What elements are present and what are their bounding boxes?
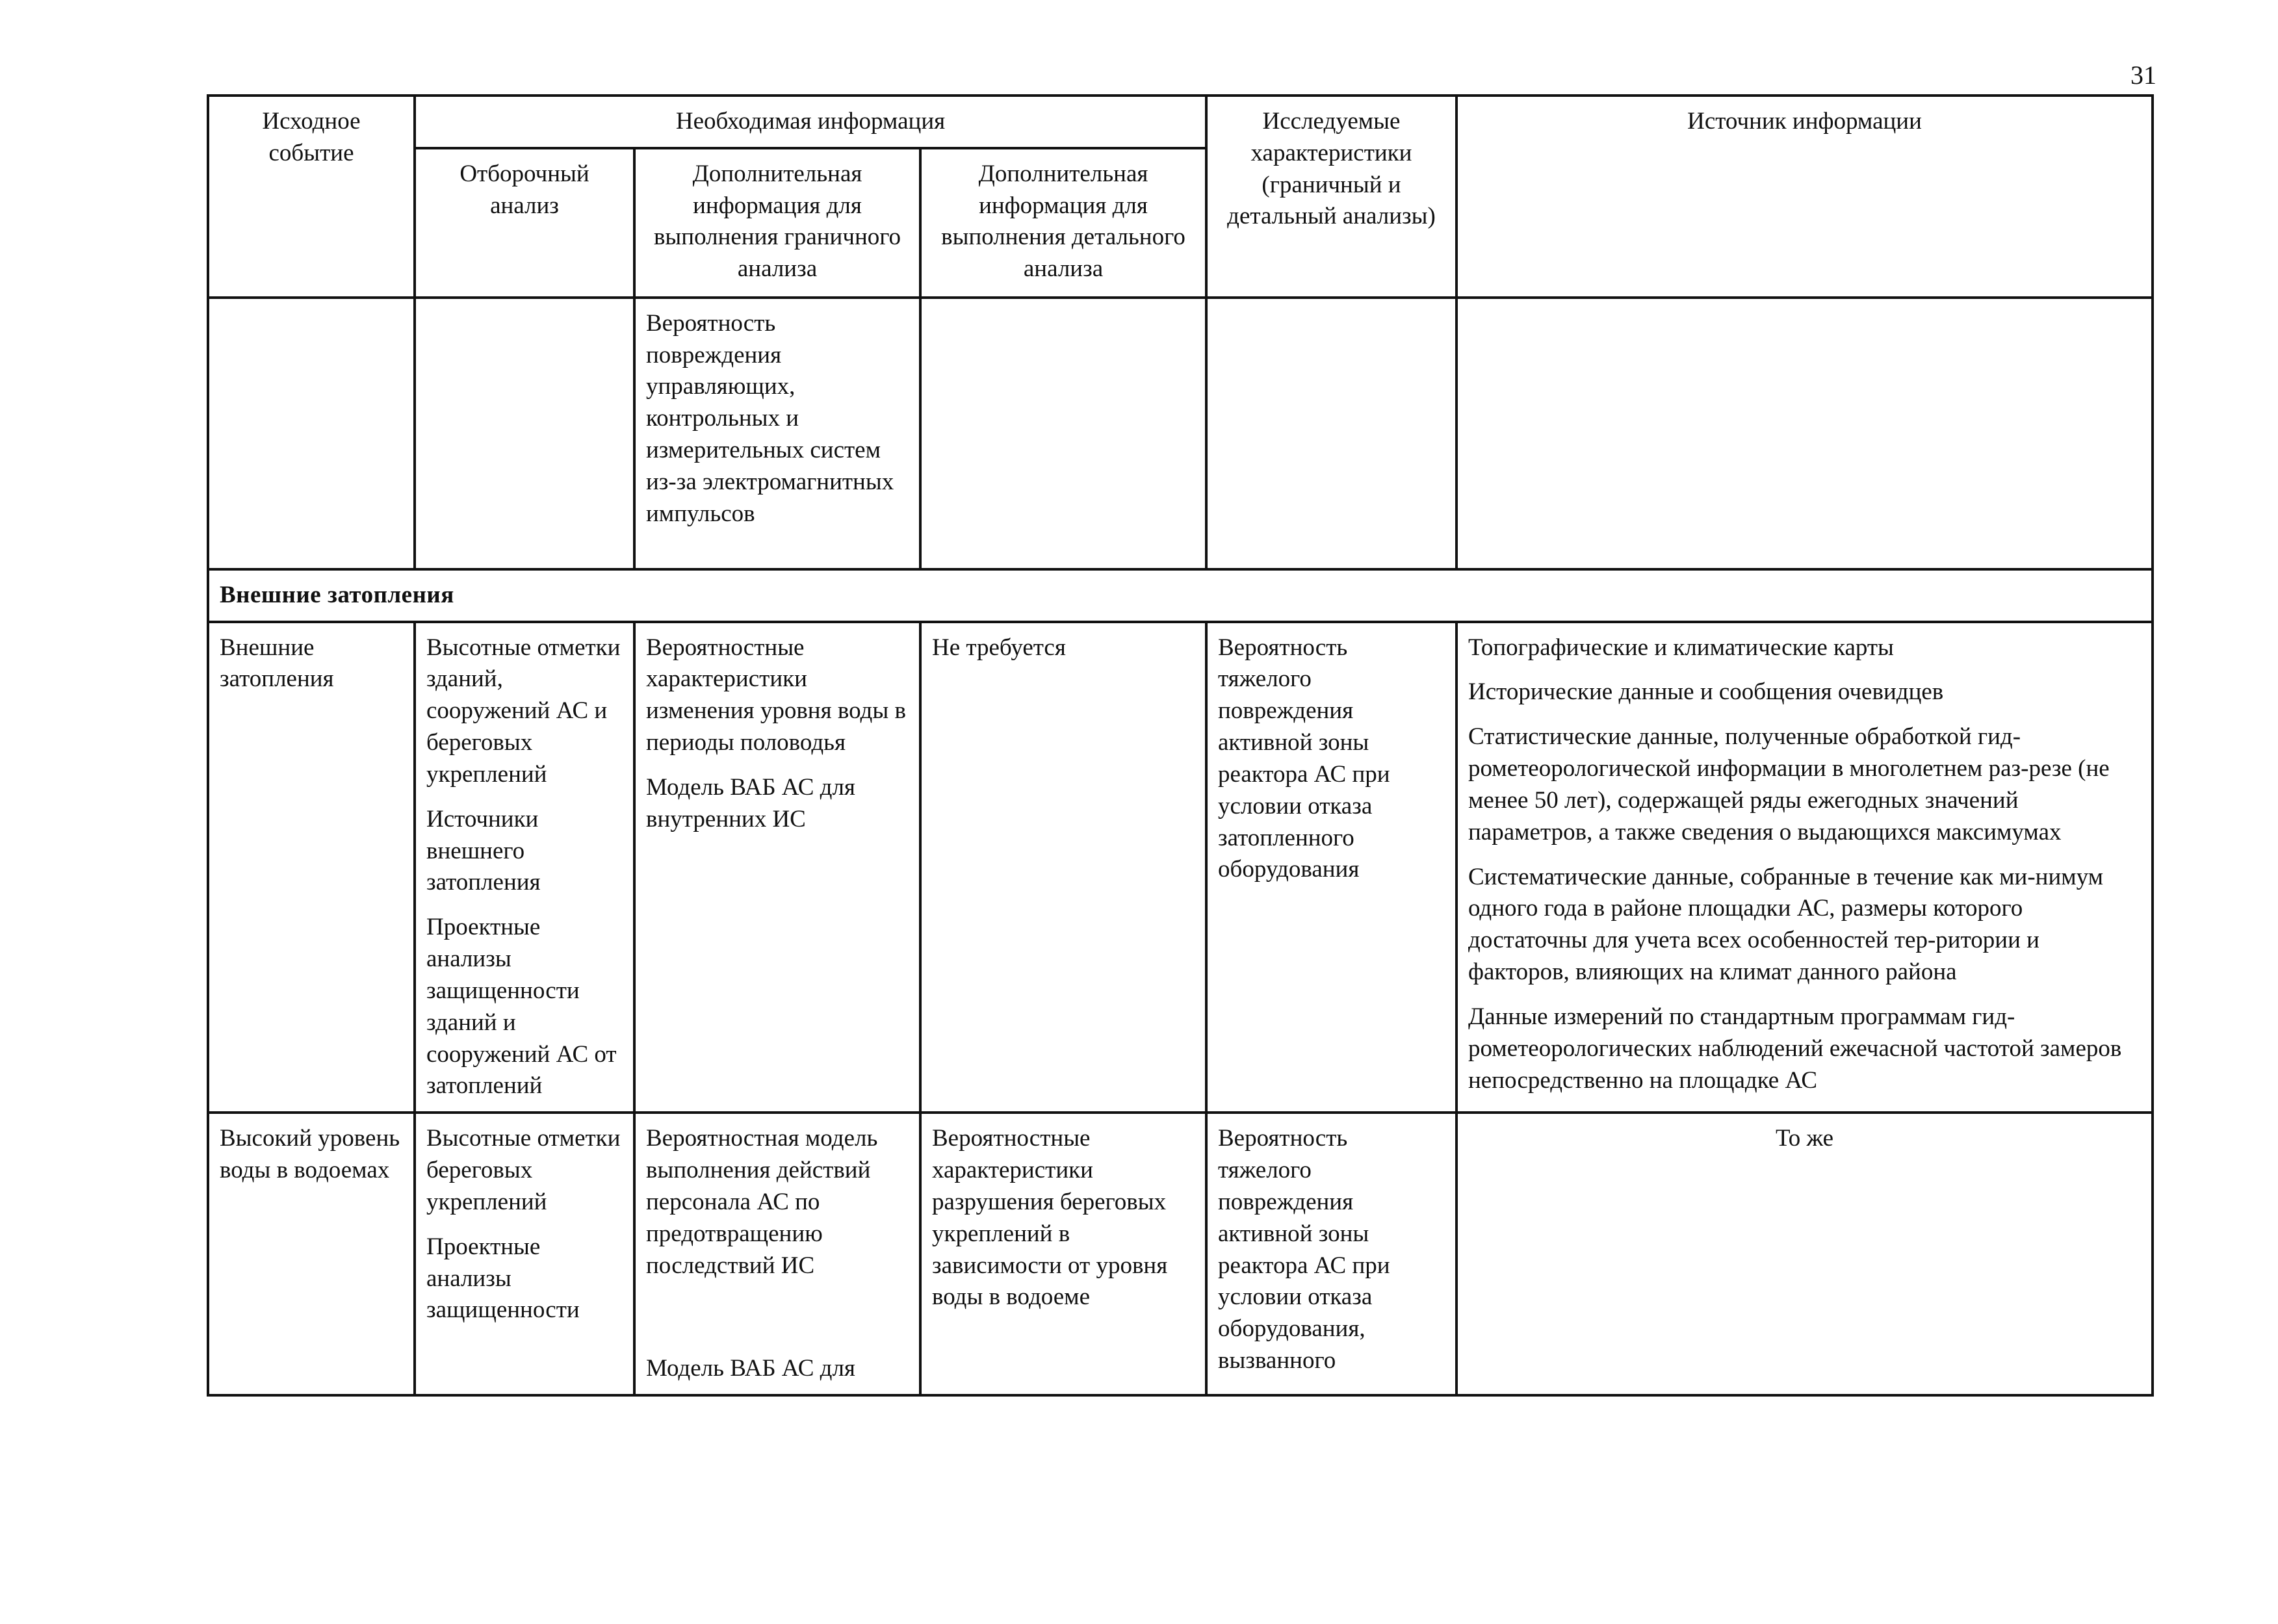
header-row-top [208,96,2153,148]
cell-event: Внешние затопления [208,622,415,1113]
cell-characteristics [1206,298,1456,569]
cell-detailed: Вероятностные характеристики разрушения береговых укреплений в зависимости от уровня воды в водоеме [920,1113,1206,1395]
cell-screening [415,622,634,1113]
screening-item: Источники внешнего затопления [426,805,541,896]
table-row-continued [208,298,2153,569]
section-title: Внешние затопления [208,569,2153,622]
screening-item: Высотные отметки береговых укреплений [426,1125,621,1215]
boundary-item: Модель ВАБ АС для внутренних ИС [646,773,855,832]
header-screening: Отборочный анализ [415,148,634,298]
table-row-high-water [208,1113,2153,1395]
header-source: Источник информации [1456,96,2153,298]
cell-event: Высокий уровень воды в водоемах [208,1113,415,1395]
cell-screening [415,1113,634,1395]
cell-event [208,298,415,569]
source-item: Топографические и климатические карты [1468,634,1894,661]
boundary-item: Вероятностная модель выполнения действий персонала АС по предотвращению последствий ИС [646,1125,878,1279]
boundary-item: Вероятностные характеристики изменения уровня воды в периоды половодья [646,634,906,756]
boundary-item: Модель ВАБ АС для [646,1355,855,1382]
header-event: Исходное событие [208,96,415,298]
screening-item: Проектные анализы защищенности [426,1233,580,1324]
source-item: Систематические данные, собранные в течение как ми-нимум одного года в районе площадки АС, размеры которого достаточны для учета всех особенностей тер-ритории и факторов, влияющих на климат данного района [1468,863,2104,986]
page-number: 31 [2130,60,2156,90]
cell-screening [415,298,634,569]
source-item: Статистические данные, полученные обработкой гид-рометеорологической информации в многолетнем раз-резе (не менее 50 лет), содержащей ряды ежегодных значений параметров, а также сведения о выдающихся максимумах [1468,723,2110,845]
cell-boundary [634,1113,920,1395]
cell-boundary: Вероятность повреждения управляющих, контрольных и измерительных систем из-за электромагнитных импульсов [634,298,920,569]
screening-item: Проектные анализы защищенности зданий и сооружений АС от затоплений [426,914,617,1100]
header-required-info: Необходимая информация [415,96,1206,148]
table-row-external-flooding [208,622,2153,1113]
cell-source [1456,298,2153,569]
header-characteristics: Исследуемые характеристики (граничный и детальный анализы) [1206,96,1456,298]
cell-detailed: Не требуется [920,622,1206,1113]
cell-source [1456,622,2153,1113]
source-item: Исторические данные и сообщения очевидцев [1468,678,1944,706]
cell-detailed [920,298,1206,569]
header-boundary: Дополнительная информация для выполнения граничного анализа [634,148,920,298]
cell-characteristics: Вероятность тяжелого повреждения активной зоны реактора АС при условии отказа затопленного оборудования [1206,622,1456,1113]
header-detailed: Дополнительная информация для выполнения детального анализа [920,148,1206,298]
cell-boundary [634,622,920,1113]
section-row [208,569,2153,622]
cell-characteristics: Вероятность тяжелого повреждения активной зоны реактора АС при условии отказа оборудования, вызванного [1206,1113,1456,1395]
cell-source: То же [1456,1113,2153,1395]
source-item: Данные измерений по стандартным программам гид-рометеорологических наблюдений ежечасной частотой замеров непосредственно на площадке АС [1468,1003,2122,1094]
screening-item: Высотные отметки зданий, сооружений АС и береговых укреплений [426,634,621,788]
information-table [207,94,2154,1397]
